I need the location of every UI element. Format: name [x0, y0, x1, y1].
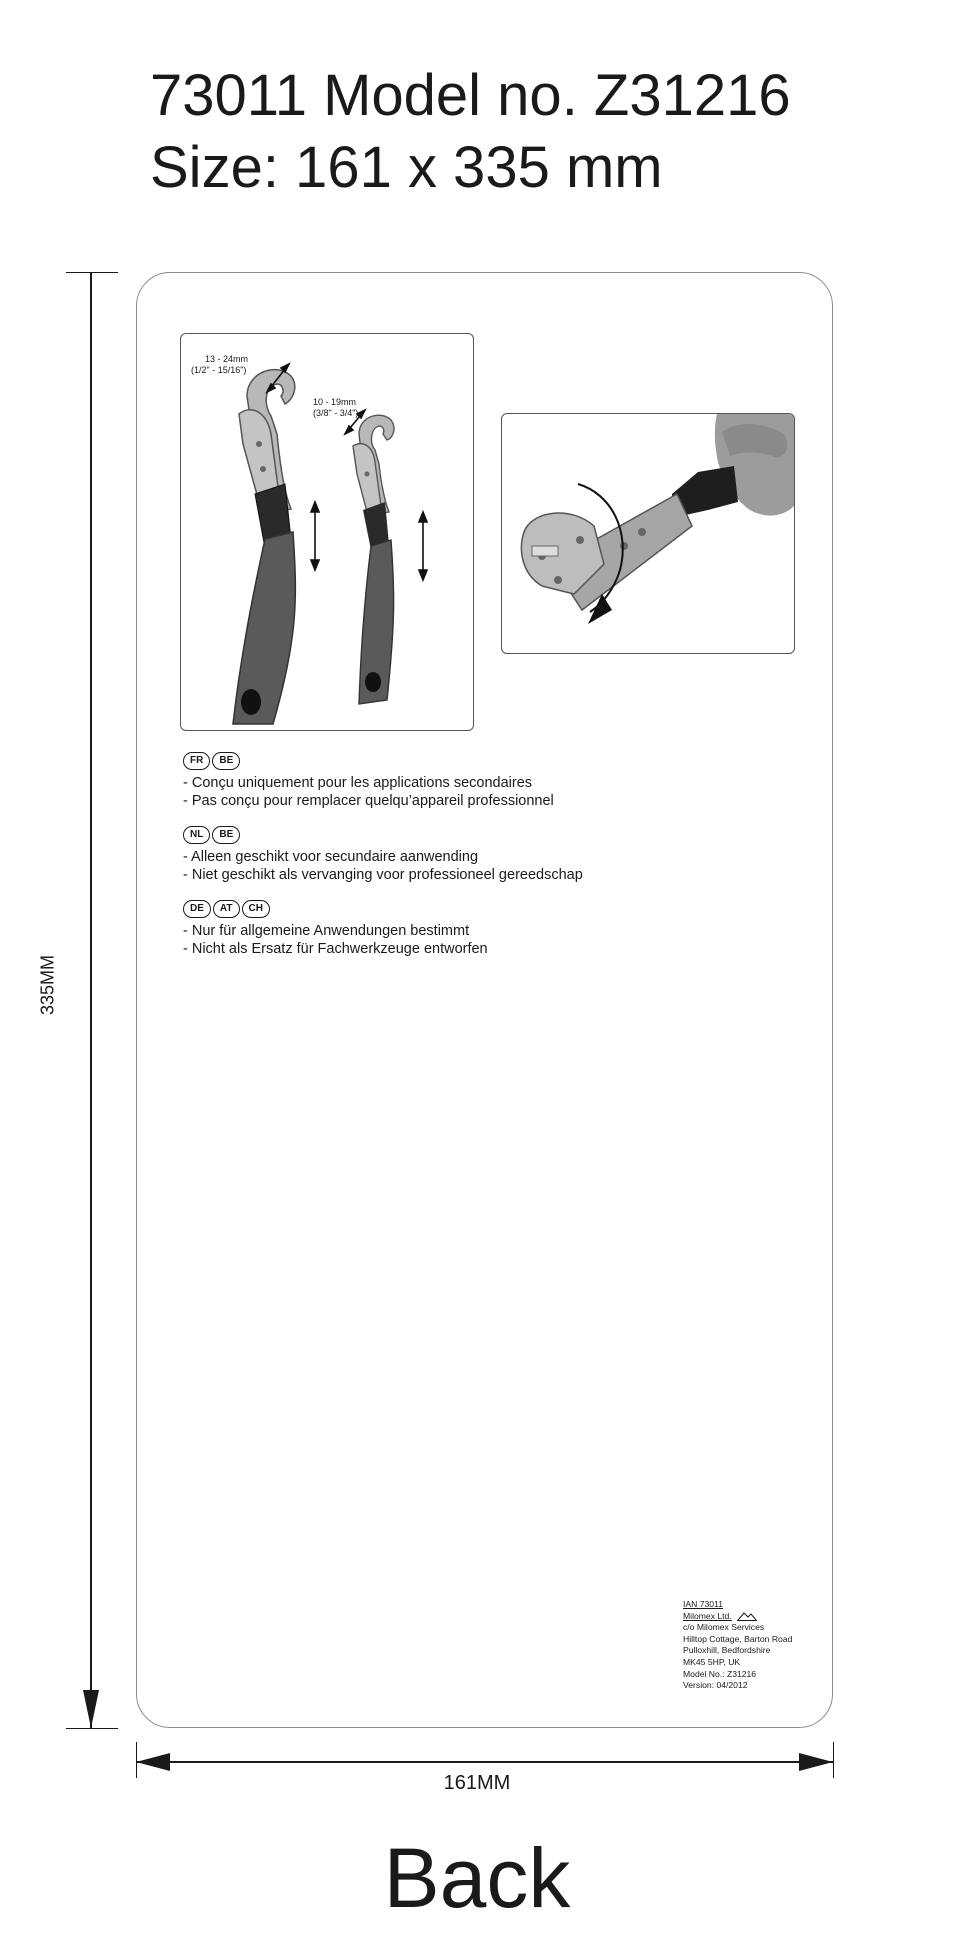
country-badge: BE: [212, 826, 240, 844]
lang-block-de-at-ch: [183, 900, 488, 958]
model-number: Model No.: Z31216: [683, 1668, 757, 1679]
badges-nl-be: [183, 826, 583, 844]
warning-line: - Alleen geschikt voor secundaire aanwending: [183, 849, 479, 865]
badges-fr-be: [183, 752, 554, 770]
small-range-metric: 10 - 19mm: [313, 397, 357, 407]
country-badge: BE: [212, 752, 240, 770]
country-badge: NL: [183, 826, 210, 844]
small-range-label: [313, 397, 358, 419]
small-range-imperial: (3/8" - 3/4"): [313, 408, 359, 418]
large-range-label: [191, 354, 248, 376]
warning-line: - Niet geschikt als vervanging voor professioneel gereedschap: [183, 867, 583, 883]
address-line: Hilltop Cottage, Barton Road: [683, 1633, 793, 1644]
model-title: 73011 Model no. Z31216: [150, 63, 791, 128]
lang-block-nl-be: [183, 826, 583, 884]
width-dimension-label: 161MM: [443, 1772, 511, 1794]
country-badge: CH: [242, 900, 270, 918]
manufacturer-address: [683, 1599, 792, 1692]
wrench-usage-photo: [501, 413, 795, 654]
warning-line: - Nur für allgemeine Anwendungen bestimmt: [183, 923, 470, 939]
wrench-illustration: [181, 334, 473, 730]
country-badge: AT: [213, 900, 240, 918]
wrench-in-use-icon: [521, 466, 738, 610]
large-wrench-icon: [233, 370, 295, 724]
large-range-imperial: (1/2" - 15/16"): [191, 365, 247, 375]
wrench-sizes-photo: [180, 333, 474, 731]
ian-number: IAN 73011: [683, 1599, 723, 1609]
usage-illustration: [502, 414, 794, 653]
side-label: Back: [383, 1831, 571, 1925]
large-range-metric: 13 - 24mm: [205, 354, 249, 364]
badges-de-at-ch: [183, 900, 488, 918]
height-arrowhead-icon: [83, 1690, 99, 1728]
mountain-logo-icon: [737, 1611, 757, 1621]
warning-line: - Nicht als Ersatz für Fachwerkzeuge entworfen: [183, 941, 488, 957]
version-number: Version: 04/2012: [683, 1680, 748, 1691]
height-dimension-label: 335MM: [37, 954, 58, 1016]
width-dimension-line: [136, 1761, 833, 1763]
size-title: Size: 161 x 335 mm: [150, 135, 663, 200]
address-line: c/o Milomex Services: [683, 1622, 765, 1633]
warning-line: - Conçu uniquement pour les applications secondaires: [183, 775, 533, 791]
company-line: [683, 1611, 792, 1623]
company-name: Milomex Ltd.: [683, 1610, 732, 1621]
address-line: MK45 5HP, UK: [683, 1656, 741, 1667]
country-badge: FR: [183, 752, 210, 770]
lang-block-fr-be: [183, 752, 554, 810]
warning-line: - Pas conçu pour remplacer quelqu’appareil professionnel: [183, 793, 554, 809]
country-badge: DE: [183, 900, 211, 918]
address-line: Pulloxhill, Bedfordshire: [683, 1645, 771, 1656]
small-wrench-icon: [353, 415, 394, 704]
